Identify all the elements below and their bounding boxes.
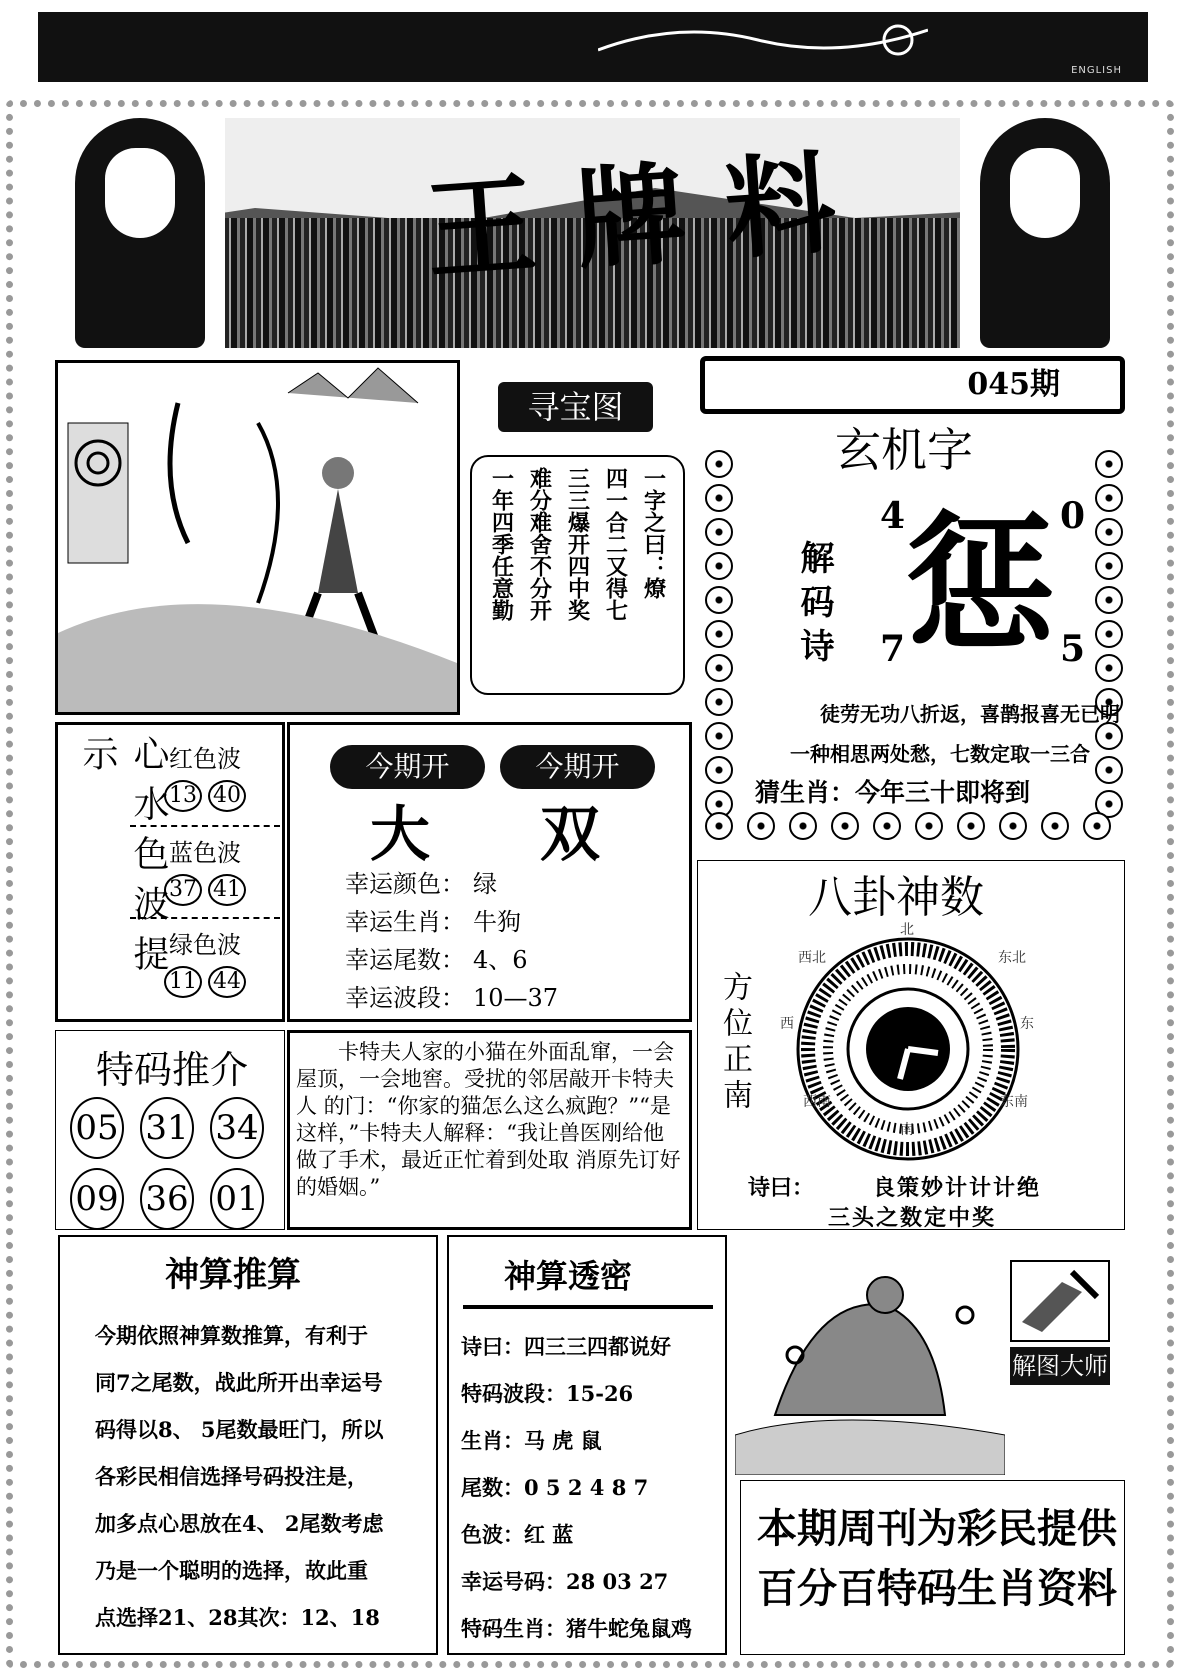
wave-number: 11 — [164, 966, 202, 998]
wave-number: 44 — [208, 966, 246, 998]
lucky-row — [345, 903, 558, 941]
riddle-heading: 玄机字 — [835, 423, 973, 477]
flower-icon — [1095, 450, 1123, 478]
treasure-map-label: 寻宝图 — [498, 382, 653, 432]
flower-icon — [831, 812, 859, 840]
story-box — [287, 1030, 692, 1230]
top-banner — [38, 12, 1148, 82]
riddle-section — [705, 423, 1125, 850]
bagua-poem-label: 诗曰： — [748, 1175, 815, 1201]
lucky-key: 幸运生肖： — [345, 908, 465, 936]
wave-group-name: 绿色波 — [169, 931, 241, 959]
flower-icon — [705, 518, 733, 546]
lucky-value: 绿 — [473, 870, 497, 898]
lucky-row — [345, 865, 558, 903]
story-text: 卡特夫人家的小猫在外面乱窜，一会屋顶，一会地窖。受扰的邻居敲开卡特夫人 的门：“你家的猫怎么这么疯跑？”“是这样，”卡特夫人解释：“我让兽医刚给他做了手术，最近正忙着到处取 消原先订好的婚姻。” — [296, 1040, 681, 1199]
lucky-key: 幸运尾数： — [345, 946, 465, 974]
calc-line: 乃是一个聪明的选择，故此重 — [95, 1558, 368, 1583]
flower-icon — [705, 586, 733, 614]
secret-title: 神算透密 — [504, 1257, 633, 1295]
flower-icon — [705, 688, 733, 716]
bagua-poem-1: 良策妙计计计绝 — [873, 1175, 1042, 1201]
master-label: 解图大师 — [1010, 1347, 1110, 1385]
flower-icon — [705, 620, 733, 648]
secret-row: 尾数：0 5 2 4 8 7 — [461, 1475, 649, 1500]
secret-row: 特码生肖：猪牛蛇兔鼠鸡 — [461, 1616, 692, 1641]
riddle-num-1: 0 — [1060, 495, 1086, 537]
wave-hint-box — [55, 722, 285, 1022]
poem-column: 四一合二又得七 — [602, 467, 629, 621]
flower-icon — [747, 812, 775, 840]
special-number-box — [55, 1030, 285, 1230]
riddle-num-0: 4 — [880, 495, 906, 537]
wave-group-name: 红色波 — [169, 745, 241, 773]
lucky-value: 4、6 — [473, 946, 528, 974]
special-number: 31 — [140, 1097, 194, 1159]
flower-icon — [999, 812, 1027, 840]
bagua-dir-label: 南 — [900, 1122, 914, 1138]
master-text-box — [740, 1480, 1125, 1655]
secret-row: 特码波段：15-26 — [461, 1381, 634, 1406]
secret-box — [447, 1235, 727, 1655]
calc-line: 今期依照神算数推算，有利于 — [95, 1323, 368, 1348]
calc-line: 加多点心思放在4、 2尾数考虑 — [95, 1511, 384, 1536]
decode-poem-label: 解码诗 — [794, 540, 834, 672]
calc-line: 同7之尾数，战此所开出幸运号 — [95, 1370, 383, 1395]
flower-icon — [915, 812, 943, 840]
wave-group — [130, 825, 280, 917]
open-double: 双 — [540, 800, 600, 870]
special-number: 05 — [70, 1097, 124, 1159]
special-number: 09 — [70, 1168, 124, 1230]
lucky-row — [345, 941, 558, 979]
title-banner — [55, 118, 1130, 348]
banner-english-text: ENGLISH — [1071, 65, 1122, 76]
open-today-box — [287, 722, 692, 1022]
bagua-direction: 方位正南 — [717, 971, 752, 1115]
writing-hand-icon — [1010, 1260, 1110, 1342]
secret-row: 生肖：马 虎 鼠 — [461, 1428, 602, 1453]
flower-icon — [1041, 812, 1069, 840]
lucky-key: 幸运颜色： — [345, 870, 465, 898]
riddle-poem-2: 一种相思两处愁，七数定取一三合 — [790, 742, 1090, 766]
poem-column: 难分难舍不分开 — [526, 467, 553, 621]
flower-icon — [705, 552, 733, 580]
archer-picture — [55, 360, 460, 715]
secret-divider — [463, 1305, 713, 1309]
wave-group — [130, 733, 280, 825]
flower-icon — [1095, 620, 1123, 648]
bagua-dir-label: 西 — [780, 1016, 794, 1032]
secret-row: 诗曰：四三三四都说好 — [461, 1334, 671, 1359]
bagua-box — [697, 860, 1125, 1230]
secret-row: 幸运号码：28 03 27 — [461, 1569, 669, 1594]
calc-line: 各彩民相信选择号码投注是， — [95, 1464, 368, 1489]
flower-icon — [705, 450, 733, 478]
wave-number: 40 — [208, 780, 246, 812]
flower-icon — [1083, 812, 1111, 840]
flower-icon — [705, 484, 733, 512]
calc-box — [58, 1235, 438, 1655]
flower-icon — [789, 812, 817, 840]
calc-title: 神算推算 — [165, 1255, 301, 1295]
flower-icon — [1095, 484, 1123, 512]
issue-number: 045期 — [700, 356, 1125, 414]
flower-icon — [957, 812, 985, 840]
master-line-1: 本期周刊为彩民提供 — [757, 1505, 1117, 1552]
bagua-dir-label: 西南 — [803, 1094, 831, 1110]
open-tag-2: 今期开 — [500, 745, 655, 789]
lucky-value: 10—37 — [473, 984, 559, 1012]
girl-portrait-right — [960, 118, 1130, 348]
flower-icon — [1095, 518, 1123, 546]
flower-icon — [705, 722, 733, 750]
wave-group-name: 蓝色波 — [169, 839, 241, 867]
wave-number: 37 — [164, 874, 202, 906]
wave-number: 41 — [208, 874, 246, 906]
special-number: 34 — [210, 1097, 264, 1159]
bagua-dir-label: 东 — [1020, 1016, 1034, 1032]
lucky-key: 幸运波段： — [345, 984, 465, 1012]
bagua-title: 八卦神数 — [808, 872, 984, 923]
secret-row: 色波：红 蓝 — [461, 1522, 574, 1547]
archer-icon — [58, 363, 457, 712]
open-big: 大 — [370, 800, 430, 870]
girl-portrait-left — [55, 118, 225, 348]
riddle-num-3: 5 — [1060, 628, 1086, 670]
calc-line: 码得以8、 5尾数最旺门，所以 — [95, 1417, 384, 1442]
special-number: 01 — [210, 1168, 264, 1230]
page-title: 王牌料 — [421, 135, 880, 296]
calc-line: 点选择21、28其次：12、18 — [95, 1605, 380, 1630]
poem-scroll — [470, 455, 685, 695]
master-line-2: 百分百特码生肖资料 — [757, 1565, 1117, 1612]
bagua-dir-label: 东南 — [1000, 1094, 1028, 1110]
poem-column: 一年四季任意勤 — [488, 467, 515, 621]
poem-column: 三三爆开四中奖 — [564, 467, 591, 621]
special-title: 特码推介 — [96, 1048, 249, 1092]
bagua-poem-2: 三头之数定中奖 — [828, 1205, 997, 1231]
bagua-dir-label: 西北 — [798, 950, 826, 966]
flower-icon — [705, 756, 733, 784]
flower-icon — [1095, 654, 1123, 682]
zodiac-guess: 猜生肖：今年三十即将到 — [755, 778, 1031, 807]
riddle-num-2: 7 — [880, 628, 906, 670]
bagua-dir-label: 北 — [900, 922, 914, 938]
master-picture — [735, 1235, 1125, 1475]
flower-icon — [1095, 586, 1123, 614]
bagua-dir-label: 东北 — [998, 950, 1026, 966]
poem-column: 一字之曰：燎 — [640, 467, 667, 599]
flower-icon — [1095, 552, 1123, 580]
wave-number: 13 — [164, 780, 202, 812]
leopard-icon — [735, 1235, 1005, 1475]
lucky-value: 牛狗 — [473, 908, 521, 936]
special-number: 36 — [140, 1168, 194, 1230]
flower-icon — [873, 812, 901, 840]
riddle-char: 惩 — [905, 497, 1056, 673]
flower-icon — [705, 654, 733, 682]
wave-group — [130, 917, 280, 1009]
riddle-poem-1: 徒劳无功八折返，喜鹊报喜无已明 — [820, 702, 1120, 726]
open-tag-1: 今期开 — [330, 745, 485, 789]
wave-hint-title: 心水色波提示 — [77, 735, 169, 985]
lucky-row — [345, 979, 558, 1017]
flower-icon — [1095, 756, 1123, 784]
banner-decoration-icon — [598, 20, 928, 60]
flower-icon — [705, 812, 733, 840]
